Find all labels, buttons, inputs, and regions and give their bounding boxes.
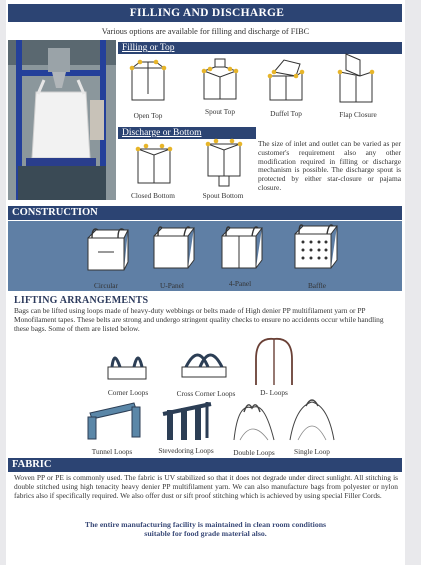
closed-bottom-bag-icon <box>134 143 174 187</box>
four-panel-bag-icon <box>218 224 266 270</box>
circular-bag-icon <box>84 224 132 272</box>
construction-section-title: CONSTRUCTION <box>8 206 402 220</box>
page-title: FILLING AND DISCHARGE <box>8 4 402 22</box>
caption-single-loop: Single Loop <box>294 447 330 456</box>
lifting-section-title: LIFTING ARRANGEMENTS <box>14 295 149 306</box>
open-top-bag-icon <box>128 60 168 102</box>
spout-top-bag-icon <box>200 57 240 99</box>
double-loops-icon <box>230 398 278 442</box>
caption-spout-bottom: Spout Bottom <box>202 191 244 200</box>
corner-loops-icon <box>104 349 150 381</box>
discharge-section-title: Discharge or Bottom <box>118 127 256 139</box>
stevedoring-loops-icon <box>159 398 215 440</box>
caption-baffle: Baffle <box>307 281 327 290</box>
caption-d-loops: D- Loops <box>260 388 288 397</box>
caption-open-top: Open Top <box>133 111 163 120</box>
u-panel-bag-icon <box>150 224 198 270</box>
clean-room-note-line2: suitable for food grade material also. <box>144 529 267 538</box>
filling-machine-photo <box>8 40 116 200</box>
caption-tunnel-loops: Tunnel Loops <box>91 447 133 456</box>
caption-flap-closure: Flap Closure <box>339 110 377 119</box>
spout-bottom-bag-icon <box>204 138 244 188</box>
caption-stevedoring-loops: Stevedoring Loops <box>158 446 214 455</box>
discharge-description: The size of inlet and outlet can be varied as per customer's requirement also any other modification required in filling or discharge mechanism is possible. The discharge spout is protected by either star-closure or pajama closure. <box>258 139 401 192</box>
caption-four-panel: 4-Panel <box>228 279 252 288</box>
single-loop-icon <box>286 396 338 440</box>
filling-section-title: Filling or Top <box>118 42 402 54</box>
caption-u-panel: U-Panel <box>160 281 184 290</box>
construction-panel <box>8 221 402 291</box>
caption-spout-top: Spout Top <box>205 107 235 116</box>
page-subtitle: Various options are available for filling and discharge of FIBC <box>101 27 310 36</box>
lifting-description: Bags can be lifted using loops made of heavy-duty webbings or belts made of High denier PP multifilament yarn or PP Monofilament tapes. These belts are strong and undergo stringent quality checks to ensure no accidents occur while handling these bags. Some of them are listed below. <box>14 306 384 333</box>
fabric-section-title: FABRIC <box>8 458 402 472</box>
d-loops-icon <box>252 337 296 387</box>
duffel-top-bag-icon <box>266 58 306 102</box>
clean-room-note-line1: The entire manufacturing facility is maintained in clean room conditions <box>84 520 327 529</box>
caption-corner-loops: Corner Loops <box>107 388 149 397</box>
caption-double-loops: Double Loops <box>233 448 275 457</box>
caption-duffel-top: Duffel Top <box>270 109 302 118</box>
cross-corner-loops-icon <box>178 345 230 377</box>
flap-closure-bag-icon <box>336 52 376 104</box>
caption-cross-corner-loops: Cross Corner Loops <box>176 389 236 398</box>
fabric-description: Woven PP or PE is commonly used. The fabric is UV stabilized so that it does not degrade under direct sunlight. All stitching is double stitched using high tenacity heavy denier PP multifilament yarn. We can also manufacture bags from polyester or nylon fabrics also if specifically required. We also offer dust or sift proof stitching which is achieved by using special Filler Cords. <box>14 473 398 500</box>
baffle-bag-icon <box>291 222 341 272</box>
page <box>6 0 405 565</box>
tunnel-loops-icon <box>84 399 144 439</box>
caption-closed-bottom: Closed Bottom <box>131 191 175 200</box>
caption-circular: Circular <box>94 281 118 290</box>
